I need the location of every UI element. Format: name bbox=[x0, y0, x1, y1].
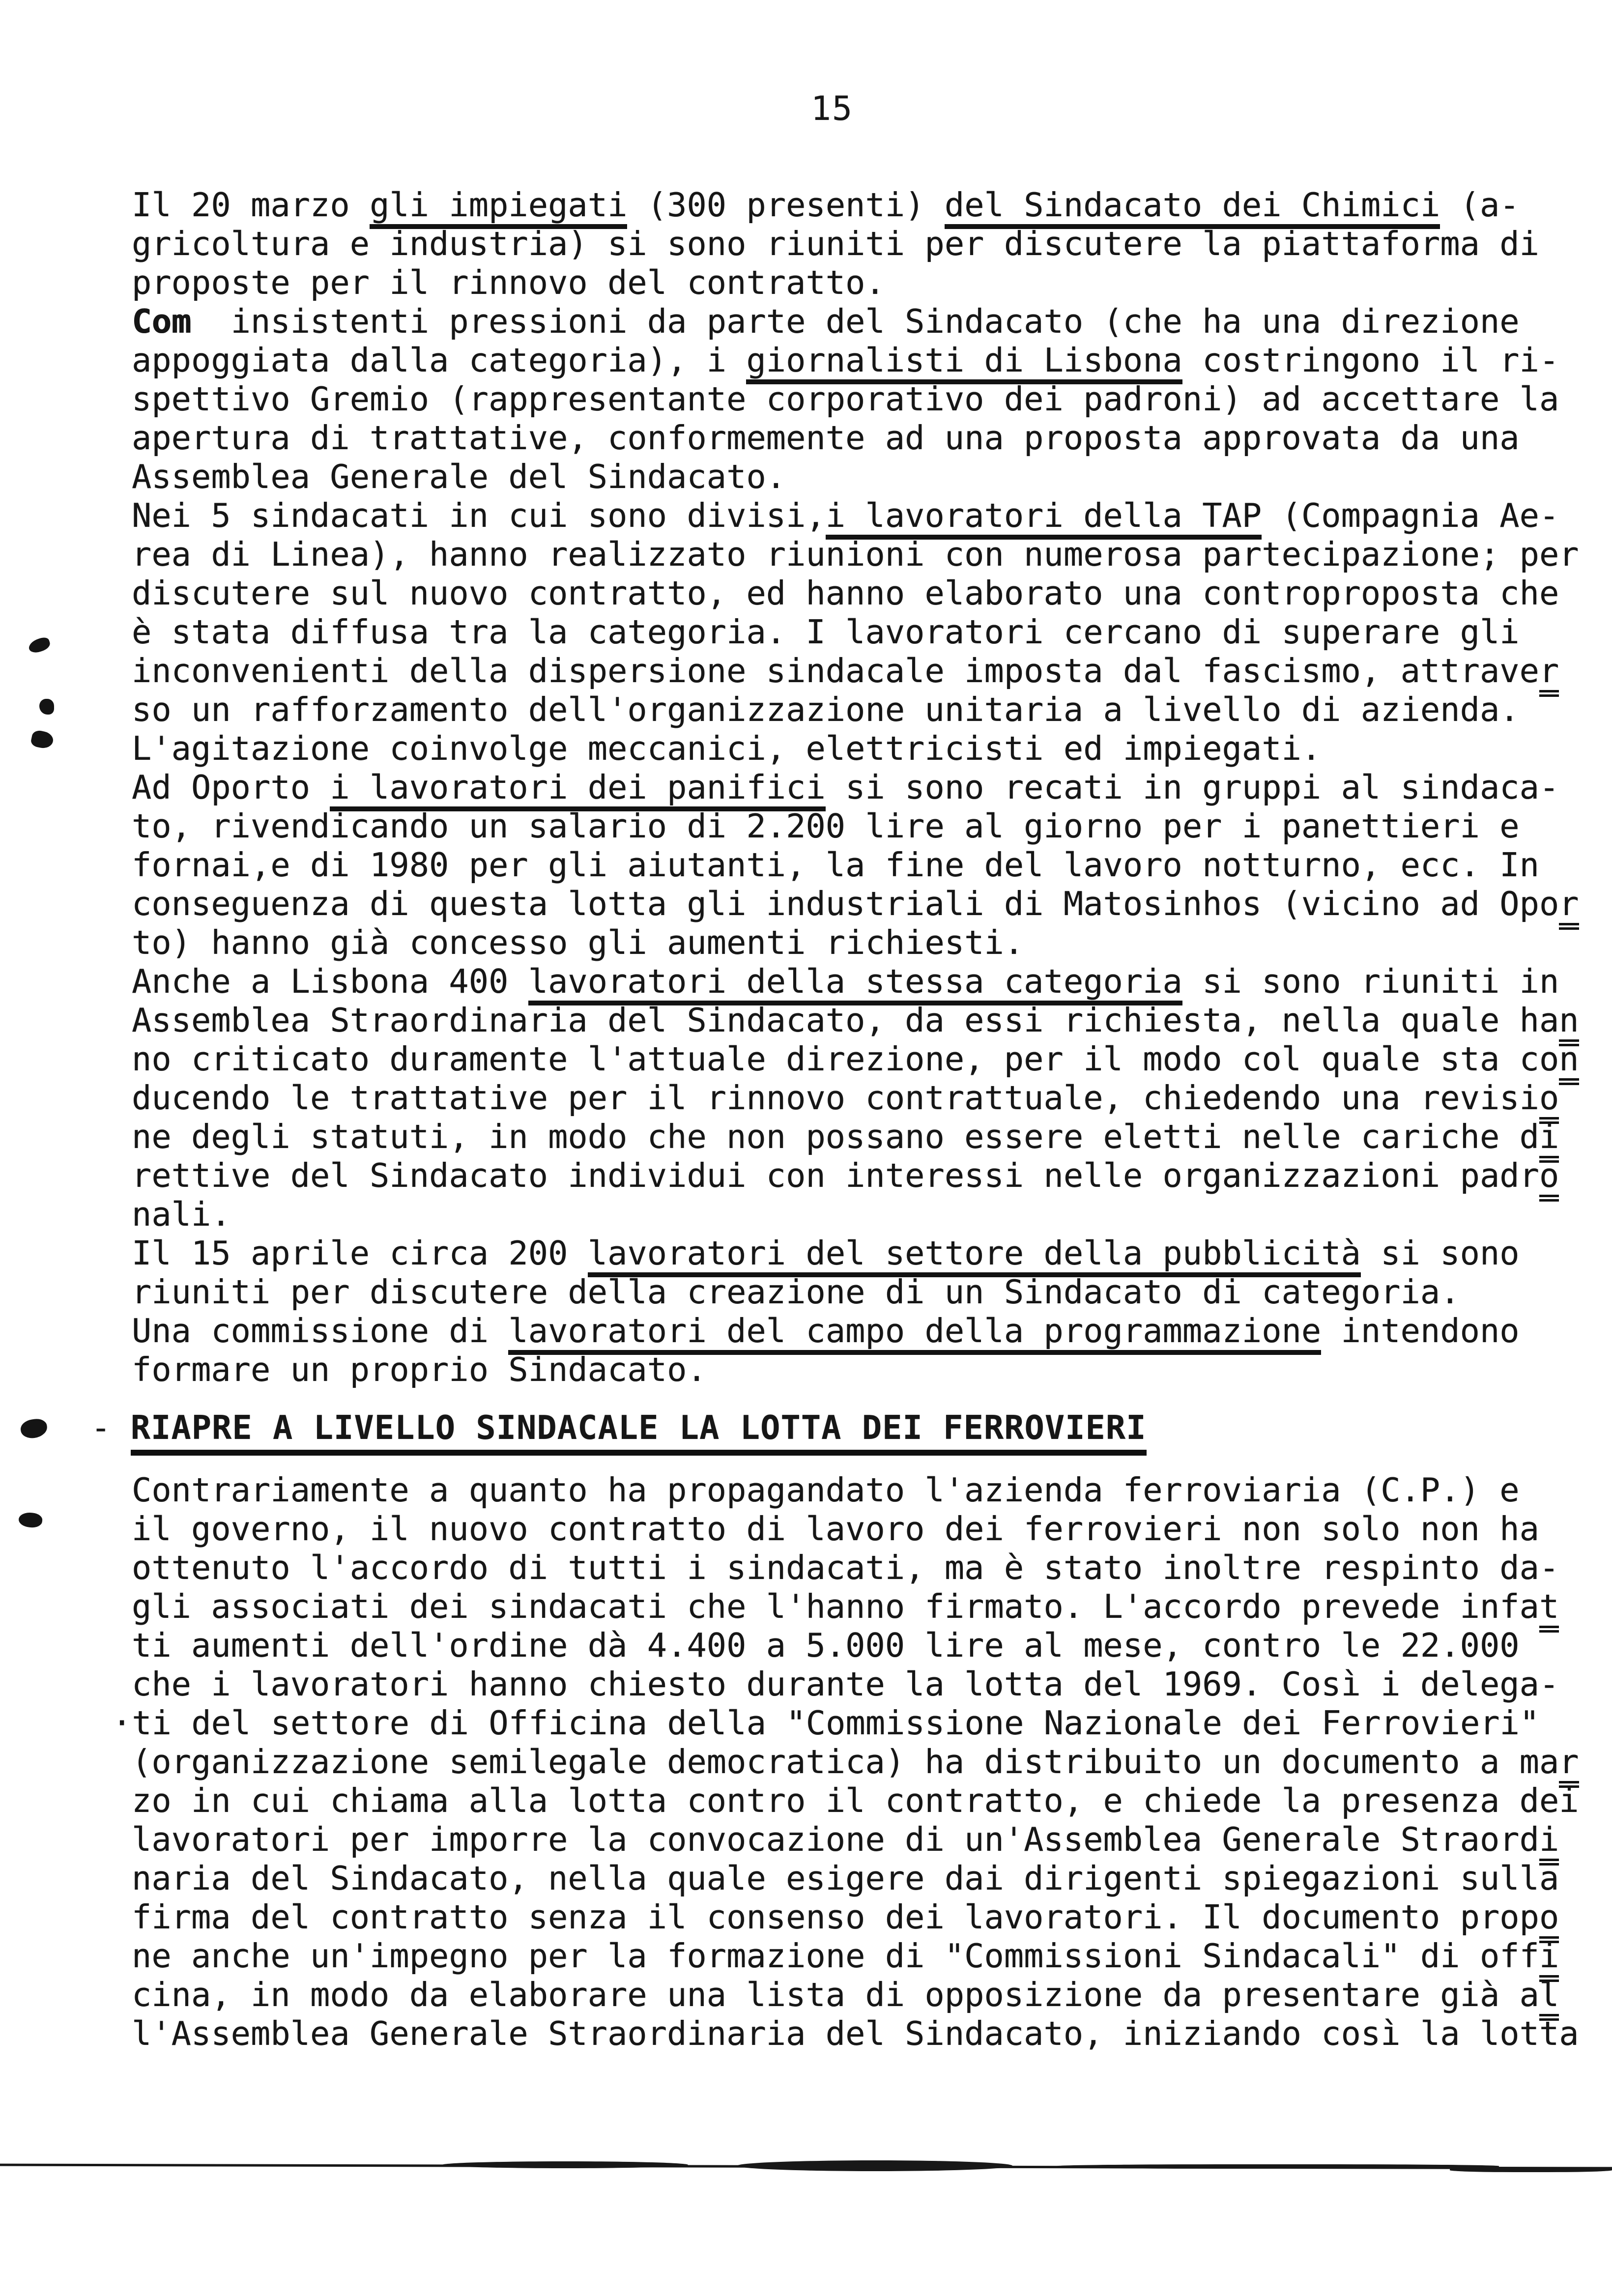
text-run: ducendo le trattative per il rinnovo contrattuale, chiedendo una revisi bbox=[132, 1079, 1539, 1117]
text-run: nali. bbox=[132, 1195, 231, 1234]
text-run: inconvenienti della dispersione sindacale imposta dal fascismo, attrave bbox=[132, 652, 1539, 690]
text-run: spettivo Gremio (rappresentante corporativo dei padroni) ad accettare la bbox=[132, 380, 1559, 418]
text-line bbox=[132, 380, 1611, 419]
text-run: formare un proprio Sindacato. bbox=[132, 1350, 707, 1389]
text-run: rea di Linea), hanno realizzato riunioni con numerosa partecipazione; per bbox=[132, 535, 1579, 574]
text-run: ti aumenti dell'ordine dà 4.400 a 5.000 lire al mese, contro le 22.000 bbox=[132, 1626, 1520, 1665]
text-run: il governo, il nuovo contratto di lavoro dei ferrovieri non solo non ha bbox=[132, 1510, 1539, 1548]
text-run: proposte per il rinnovo del contratto. bbox=[132, 263, 885, 302]
text-line bbox=[132, 923, 1611, 962]
text-line bbox=[132, 962, 1611, 1001]
ink-blot bbox=[39, 699, 54, 715]
text-line bbox=[132, 458, 1611, 496]
text-line bbox=[132, 496, 1611, 535]
underlined-phrase: lavoratori del campo della programmazione bbox=[508, 1312, 1321, 1355]
text-line bbox=[132, 186, 1611, 225]
hyphen-continuation-letter: o bbox=[1539, 1156, 1559, 1202]
text-line bbox=[132, 1118, 1611, 1156]
text-line bbox=[132, 1976, 1611, 2014]
hyphen-continuation-letter: i bbox=[1539, 1820, 1559, 1866]
text-line bbox=[132, 1312, 1611, 1350]
text-run: zo in cui chiama alla lotta contro il contratto, e chiede la presenza dei bbox=[132, 1781, 1579, 1820]
text-line bbox=[132, 1350, 1611, 1389]
text-line bbox=[132, 341, 1611, 380]
text-run: (300 presenti) bbox=[627, 186, 945, 224]
text-line bbox=[132, 1471, 1611, 1510]
hyphen-continuation-letter: l bbox=[1539, 1976, 1559, 2021]
hyphen-continuation-letter: n bbox=[1559, 1040, 1579, 1085]
underlined-phrase: del Sindacato dei Chimici bbox=[945, 186, 1440, 229]
text-run: ottenuto l'accordo di tutti i sindacati, ma è stato inoltre respinto da- bbox=[132, 1549, 1559, 1587]
text-line bbox=[132, 574, 1611, 613]
text-run: che i lavoratori hanno chiesto durante la lotta del 1969. Così i delega- bbox=[132, 1665, 1559, 1703]
text-line bbox=[132, 225, 1611, 263]
text-line bbox=[132, 652, 1611, 690]
underlined-phrase: giornalisti di Lisbona bbox=[746, 341, 1182, 384]
text-line bbox=[132, 1273, 1611, 1312]
hyphen-continuation-letter: t bbox=[1539, 1587, 1559, 1633]
text-run: Il 15 aprile circa 200 bbox=[132, 1234, 588, 1272]
text-run: to) hanno già concesso gli aumenti richiesti. bbox=[132, 923, 1024, 962]
text-run: costringono il ri- bbox=[1182, 341, 1559, 379]
text-block bbox=[91, 186, 1611, 2053]
underlined-phrase: i lavoratori della TAP bbox=[826, 496, 1262, 540]
text-line bbox=[132, 1040, 1611, 1079]
text-run: Assemblea Straordinaria del Sindacato, da essi richiesta, nella quale ha bbox=[132, 1001, 1559, 1039]
text-line bbox=[132, 302, 1611, 341]
underlined-phrase: i lavoratori dei panifici bbox=[330, 768, 825, 811]
text-run: Anche a Lisbona 400 bbox=[132, 962, 528, 1001]
text-run: si sono riuniti in bbox=[1182, 962, 1559, 1001]
text-run: cina, in modo da elaborare una lista di opposizione da presentare già a bbox=[132, 1976, 1539, 2014]
hyphen-continuation-letter: r bbox=[1559, 885, 1579, 930]
text-run: conseguenza di questa lotta gli industriali di Matosinhos (vicino ad Opo bbox=[132, 885, 1559, 923]
text-line bbox=[132, 729, 1611, 768]
text-line bbox=[132, 1665, 1611, 1704]
hyphen-continuation-letter: n bbox=[1559, 1001, 1579, 1046]
text-line bbox=[132, 1781, 1611, 1820]
text-line bbox=[132, 1820, 1611, 1859]
text-run: rettive del Sindacato individui con interessi nelle organizzazioni padr bbox=[132, 1156, 1539, 1195]
underlined-phrase: lavoratori della stessa categoria bbox=[528, 962, 1182, 1005]
text-line bbox=[132, 535, 1611, 574]
text-line bbox=[132, 2014, 1611, 2053]
text-run: apertura di trattative, conformemente ad una proposta approvata da una bbox=[132, 419, 1520, 457]
text-run: gricoltura e industria) si sono riuniti per discutere la piattaforma di bbox=[132, 225, 1539, 263]
text-run: ·ti del settore di Officina della "Commissione Nazionale dei Ferrovieri" bbox=[112, 1704, 1540, 1742]
text-line bbox=[132, 885, 1611, 923]
ink-blot bbox=[18, 1512, 43, 1529]
text-run: so un rafforzamento dell'organizzazione unitaria a livello di azienda. bbox=[132, 690, 1520, 729]
text-run: si sono bbox=[1360, 1234, 1520, 1272]
text-line bbox=[112, 1704, 1611, 1743]
text-line bbox=[132, 1743, 1611, 1781]
text-run: to, rivendicando un salario di 2.200 lire al giorno per i panettieri e bbox=[132, 807, 1520, 845]
text-line bbox=[132, 1549, 1611, 1587]
text-line bbox=[132, 1587, 1611, 1626]
text-run: discutere sul nuovo contratto, ed hanno elaborato una controproposta che bbox=[132, 574, 1559, 612]
text-run: si sono recati in gruppi al sindaca- bbox=[825, 768, 1559, 806]
text-run: (a- bbox=[1440, 186, 1520, 224]
text-run: intendono bbox=[1321, 1312, 1520, 1350]
ink-blot bbox=[27, 636, 52, 655]
ink-blot bbox=[30, 729, 55, 750]
text-run: fornai,e di 1980 per gli aiutanti, la fine del lavoro notturno, ecc. In bbox=[132, 846, 1539, 884]
hyphen-continuation-letter: r bbox=[1559, 1743, 1579, 1788]
text-run: appoggiata dalla categoria), i bbox=[132, 341, 747, 379]
text-run: firma del contratto senza il consenso dei lavoratori. Il documento prop bbox=[132, 1898, 1539, 1936]
text-line bbox=[132, 1156, 1611, 1195]
hyphen-continuation-letter: i bbox=[1539, 1118, 1559, 1163]
text-run: - bbox=[91, 1408, 131, 1447]
text-line bbox=[132, 807, 1611, 846]
text-line bbox=[132, 1195, 1611, 1234]
text-run: l'Assemblea Generale Straordinaria del Sindacato, iniziando così la lotta bbox=[132, 2014, 1579, 2053]
text-run: Nei 5 sindacati in cui sono divisi, bbox=[132, 496, 826, 535]
text-line bbox=[132, 1079, 1611, 1118]
text-line bbox=[132, 690, 1611, 729]
text-run: Contrariamente a quanto ha propagandato l'azienda ferroviaria (C.P.) e bbox=[132, 1471, 1520, 1509]
text-run: (organizzazione semilegale democratica) ha distribuito un documento a ma bbox=[132, 1743, 1559, 1781]
hyphen-continuation-letter: i bbox=[1539, 1937, 1559, 1982]
text-line bbox=[132, 613, 1611, 652]
hyphen-continuation-letter: o bbox=[1539, 1079, 1559, 1124]
text-line bbox=[132, 846, 1611, 885]
text-line bbox=[132, 768, 1611, 807]
text-line bbox=[132, 1937, 1611, 1976]
text-line bbox=[132, 1626, 1611, 1665]
text-run: Il 20 marzo bbox=[132, 186, 370, 224]
scan-streak bbox=[1450, 2167, 1612, 2172]
section-heading bbox=[91, 1408, 1611, 1447]
text-run: Assemblea Generale del Sindacato. bbox=[132, 458, 786, 496]
text-run: è stata diffusa tra la categoria. I lavoratori cercano di superare gli bbox=[132, 613, 1520, 651]
text-run: riuniti per discutere della creazione di un Sindacato di categoria. bbox=[132, 1273, 1460, 1311]
text-run: no criticato duramente l'attuale direzione, per il modo col quale sta co bbox=[132, 1040, 1559, 1078]
hyphen-continuation-letter: o bbox=[1539, 1898, 1559, 1943]
section-heading-text: RIAPRE A LIVELLO SINDACALE LA LOTTA DEI FERROVIERI bbox=[131, 1408, 1147, 1456]
ink-blot bbox=[20, 1417, 49, 1439]
scan-streak bbox=[442, 2161, 688, 2168]
text-run: L'agitazione coinvolge meccanici, elettricisti ed impiegati. bbox=[132, 729, 1322, 768]
text-line bbox=[132, 419, 1611, 458]
text-run: Ad Oporto bbox=[132, 768, 330, 806]
scan-streak bbox=[737, 2160, 1012, 2171]
underlined-phrase: gli impiegati bbox=[370, 186, 627, 229]
text-run: insistenti pressioni da parte del Sindacato (che ha una direzione bbox=[191, 302, 1520, 341]
scan-streak bbox=[1057, 2164, 1499, 2169]
text-line bbox=[132, 1234, 1611, 1273]
text-line bbox=[132, 1898, 1611, 1937]
text-run: naria del Sindacato, nella quale esigere dai dirigenti spiegazioni sulla bbox=[132, 1859, 1559, 1897]
text-run: ne degli statuti, in modo che non possano essere eletti nelle cariche d bbox=[132, 1118, 1539, 1156]
text-line bbox=[132, 1001, 1611, 1040]
text-line bbox=[132, 263, 1611, 302]
text-run: (Compagnia Ae- bbox=[1262, 496, 1559, 535]
page-number: 15 bbox=[811, 89, 853, 128]
hyphen-continuation-letter: r bbox=[1539, 652, 1559, 697]
text-line bbox=[132, 1510, 1611, 1549]
text-run: ne anche un'impegno per la formazione di "Commissioni Sindacali" di off bbox=[132, 1937, 1539, 1975]
text-line bbox=[132, 1859, 1611, 1898]
overstruck-word: Com bbox=[132, 302, 192, 341]
underlined-phrase: lavoratori del settore della pubblicità bbox=[588, 1234, 1361, 1277]
text-run: lavoratori per imporre la convocazione di un'Assemblea Generale Straord bbox=[132, 1820, 1539, 1859]
text-run: Una commissione di bbox=[132, 1312, 509, 1350]
text-run: gli associati dei sindacati che l'hanno firmato. L'accordo prevede infa bbox=[132, 1587, 1539, 1626]
